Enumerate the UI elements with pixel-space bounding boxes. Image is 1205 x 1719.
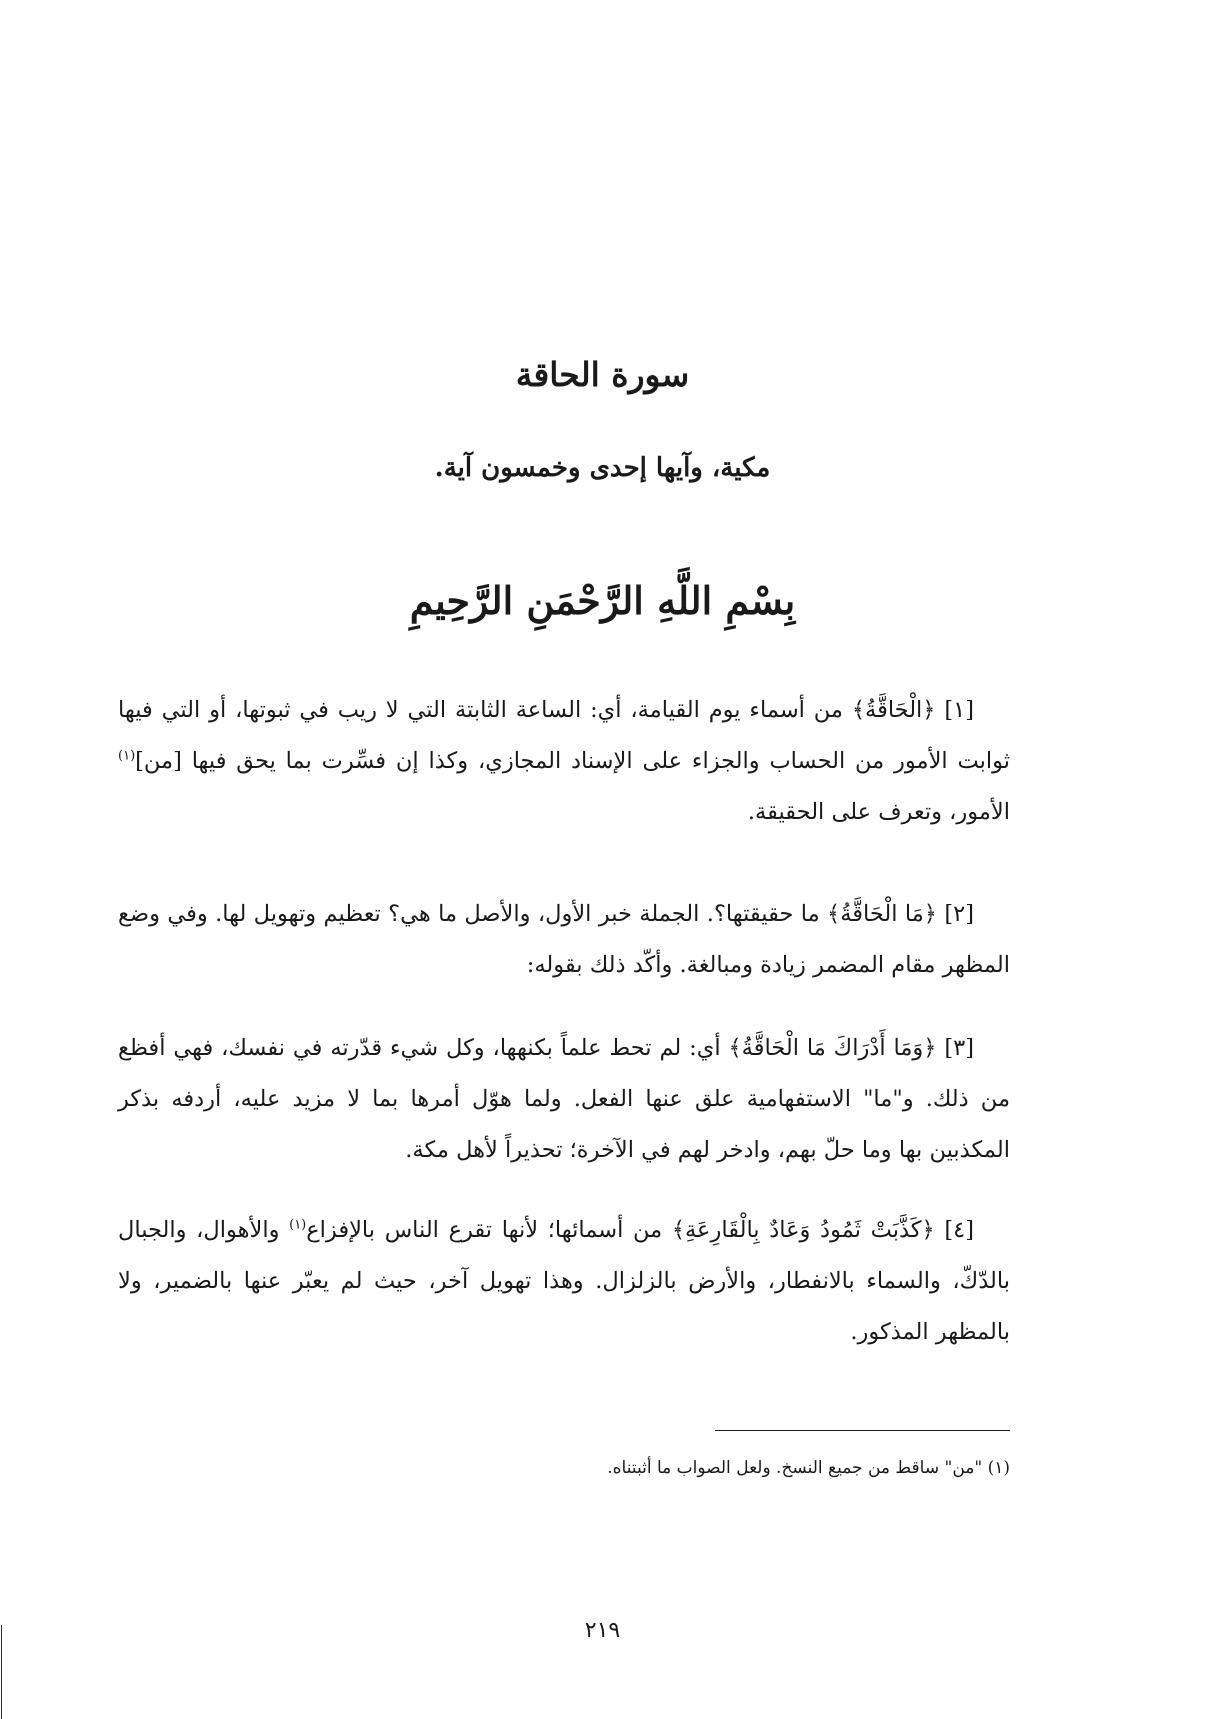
paragraph-2-text: [٢] ﴿مَا الْحَاقَّةُ﴾ ما حقيقتها؟. الجملة خبر الأول، والأصل ما هي؟ تعظيم وتهويل لها. وفي وضع المظهر مقام المضمر زيادة ومبالغة. وأكّد ذلك بقوله: <box>118 901 1010 978</box>
footnote: (١) "من" ساقط من جميع النسخ. ولعل الصواب ما أثبتناه. <box>607 1458 1010 1478</box>
paragraph-1-text: [١] ﴿الْحَاقَّةُ﴾ من أسماء يوم القيامة، أي: الساعة الثابتة التي لا ريب في ثبوتها، أو التي فيها ثوابت الأمور من الحساب والجزاء على الإسناد المجازي، وكذا إن فسِّرت بما يحق فيها [من] <box>118 697 1010 774</box>
footnote-divider <box>715 1430 1010 1431</box>
footnote-ref: (١) <box>289 1217 307 1233</box>
footnote-ref: (١) <box>118 748 136 764</box>
paragraph-4-text-end: والأهوال، والجبال بالدّكّ، والسماء بالانفطار، والأرض بالزلزال. وهذا تهويل آخر، حيث لم يعبّر عنها بالضمير، ولا بالمظهر المذكور. <box>118 1217 1010 1345</box>
basmala: بِسْمِ اللَّهِ الرَّحْمَنِ الرَّحِيمِ <box>409 578 796 623</box>
paragraph-1-text-end: الأمور، وتعرف على الحقيقة. <box>747 799 1010 825</box>
paragraph-3 <box>118 1023 1010 1176</box>
paragraph-4 <box>118 1205 1010 1358</box>
page-edge-line <box>1 1625 2 1719</box>
paragraph-4-text: [٤] ﴿كَذَّبَتْ ثَمُودُ وَعَادٌ بِالْقَارِعَةِ﴾ من أسمائها؛ لأنها تقرع الناس بالإفزاع <box>306 1217 974 1243</box>
paragraph-3-text: [٣] ﴿وَمَا أَدْرَاكَ مَا الْحَاقَّةُ﴾ أي: لم تحط علماً بكنهها، وكل شيء قدّرته في نفسك، فهي أفظع من ذلك. و"ما" الاستفهامية علق عنها الفعل. ولما هوّل أمرها بما لا مزيد عليه، أردفه بذكر المكذبين بها وما حلّ بهم، وادخر لهم في الآخرة؛ تحذيراً لأهل مكة. <box>118 1035 1010 1163</box>
page-number: ٢١٩ <box>584 1618 621 1643</box>
paragraph-2 <box>118 889 1010 991</box>
paragraph-1 <box>118 685 1010 838</box>
surah-title: سورة الحاقة <box>515 355 690 394</box>
surah-info: مكية، وآيها إحدى وخمسون آية. <box>434 453 771 483</box>
